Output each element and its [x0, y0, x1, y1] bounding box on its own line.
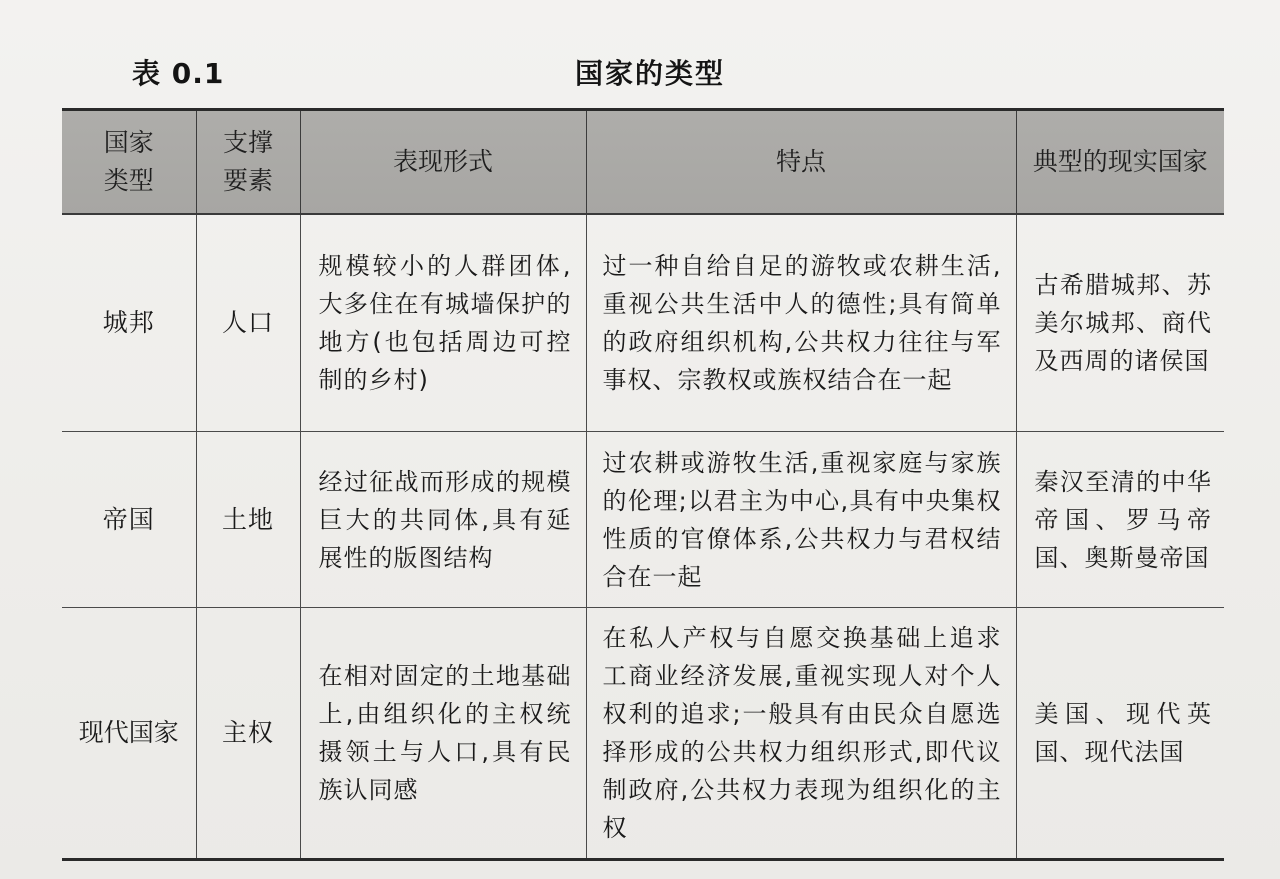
- cell-features: 在私人产权与自愿交换基础上追求工商业经济发展,重视实现人对个人权利的追求;一般具有由民众自愿选择形成的公共权力组织形式,即代议制政府,公共权力表现为组织化的主权: [586, 608, 1016, 860]
- table-row: [62, 432, 1224, 608]
- cell-form: 规模较小的人群团体,大多住在有城墙保护的地方(也包括周边可控制的乡村): [300, 214, 586, 432]
- cell-form: 在相对固定的土地基础上,由组织化的主权统摄领土与人口,具有民族认同感: [300, 608, 586, 860]
- cell-type: 帝国: [62, 432, 196, 608]
- header-features: 特点: [586, 110, 1016, 214]
- table-row: [62, 608, 1224, 860]
- cell-examples: 古希腊城邦、苏美尔城邦、商代及西周的诸侯国: [1016, 214, 1224, 432]
- header-examples: 典型的现实国家: [1016, 110, 1224, 214]
- table-row: [62, 214, 1224, 432]
- table-number: 表 0.1: [132, 57, 225, 90]
- header-form: 表现形式: [300, 110, 586, 214]
- cell-type: 城邦: [62, 214, 196, 432]
- state-types-table: [62, 108, 1224, 861]
- cell-features: 过一种自给自足的游牧或农耕生活,重视公共生活中人的德性;具有简单的政府组织机构,公共权力往往与军事权、宗教权或族权结合在一起: [586, 214, 1016, 432]
- header-row: [62, 110, 1224, 214]
- cell-examples: 秦汉至清的中华帝国、罗马帝国、奥斯曼帝国: [1016, 432, 1224, 608]
- cell-support: 人口: [196, 214, 300, 432]
- cell-examples: 美国、现代英国、现代法国: [1016, 608, 1224, 860]
- table-caption: [0, 52, 1280, 92]
- cell-features: 过农耕或游牧生活,重视家庭与家族的伦理;以君主为中心,具有中央集权性质的官僚体系,公共权力与君权结合在一起: [586, 432, 1016, 608]
- table-title: 国家的类型: [574, 57, 725, 90]
- cell-form: 经过征战而形成的规模巨大的共同体,具有延展性的版图结构: [300, 432, 586, 608]
- cell-type: 现代国家: [62, 608, 196, 860]
- header-support-element: 支撑要素: [196, 110, 300, 214]
- header-state-type: 国家类型: [62, 110, 196, 214]
- cell-support: 主权: [196, 608, 300, 860]
- cell-support: 土地: [196, 432, 300, 608]
